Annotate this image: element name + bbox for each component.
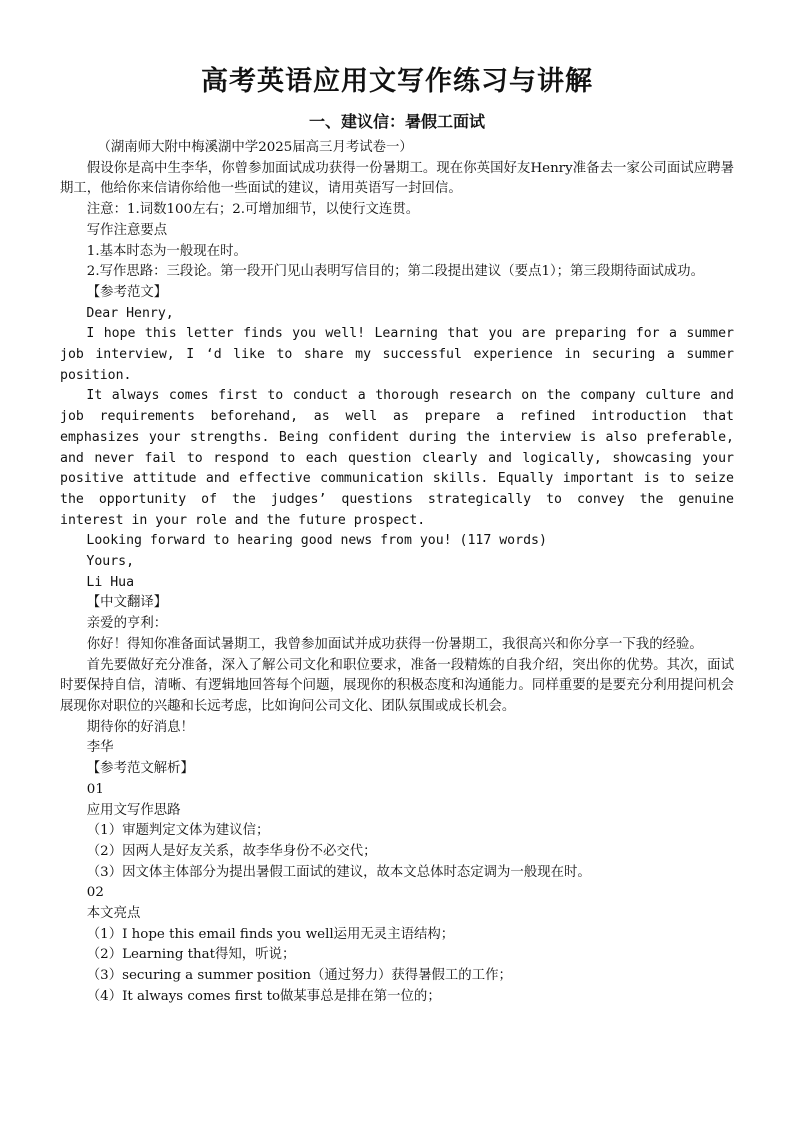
letter-signature: Li Hua: [86, 574, 135, 590]
task-prompt: 假设你是高中生李华，你曾参加面试成功获得一份暑期工。现在你英国好友Henry准备去一家公司面试应聘暑期工，他给你来信请你给他一些面试的建议，请用英语写一封回信。: [60, 160, 734, 197]
translation-heading: 【中文翻译】: [86, 595, 168, 611]
tips-heading: 写作注意要点: [86, 222, 168, 238]
letter-greeting: Dear Henry,: [86, 305, 174, 321]
analysis-subheading: 应用文写作思路: [86, 802, 181, 818]
analysis-heading: 【参考范文解析】: [86, 761, 194, 777]
letter-paragraph: It always comes first to conduct a thorough research on the company culture and job requirements beforehand, as well as prepare a refined introduction that emphasizes your strengths. Being confident during the interview is also preferable, and never fail to respond to each question clearly and logically, showcasing your positive attitude and effective communication skills. Equally important is to seize the opportunity of the judges’ questions strategically to convey the genuine interest in your role and the future prospect.: [60, 388, 734, 528]
highlight-item: （4）It always comes first to做某事总是排在第一位的；: [86, 988, 441, 1004]
letter-paragraph: I hope this letter finds you well! Learning that you are preparing for a summer job interview, I ‘d like to share my successful experience in securing a summer position.: [60, 326, 734, 383]
translation-paragraph: 首先要做好充分准备，深入了解公司文化和职位要求，准备一段精炼的自我介绍，突出你的优势。其次，面试时要保持自信，清晰、有逻辑地回答每个问题，展现你的积极态度和沟通能力。同样重要的是要充分利用提问机会展现你对职位的兴趣和长远考虑，比如询问公司文化、团队氛围或成长机会。: [60, 657, 734, 714]
document-title: 高考英语应用文写作练习与讲解: [201, 66, 593, 97]
translation-signature: 李华: [86, 740, 114, 756]
section-title: 一、建议信：暑假工面试: [308, 112, 485, 131]
translation-greeting: 亲爱的亨利：: [86, 616, 168, 632]
analysis-item: （1）审题判定文体为建议信；: [86, 823, 270, 839]
analysis-number: 02: [86, 885, 104, 901]
letter-paragraph: Looking forward to hearing good news from you! (117 words): [86, 533, 547, 549]
highlights-subheading: 本文亮点: [86, 906, 141, 922]
analysis-item: （2）因两人是好友关系，故李华身份不必交代；: [86, 843, 377, 859]
translation-closing: 期待你的好消息！: [86, 719, 194, 735]
tip-item: 1.基本时态为一般现在时。: [86, 243, 247, 259]
tip-item: 2.写作思路：三段论。第一段开门见山表明写信目的；第二段提出建议（要点1）；第三段期待面试成功。: [86, 264, 704, 280]
exam-source: （湖南师大附中梅溪湖中学2025届高三月考试卷一）: [97, 140, 413, 155]
analysis-number: 01: [86, 781, 104, 797]
analysis-item: （3）因文体主体部分为提出暑假工面试的建议，故本文总体时态定调为一般现在时。: [86, 864, 591, 880]
highlight-item: （3）securing a summer position（通过努力）获得暑假工的工作；: [86, 968, 512, 984]
letter-closing: Yours,: [86, 554, 135, 570]
sample-heading: 【参考范文】: [86, 284, 168, 300]
highlight-item: （2）Learning that得知，听说；: [86, 947, 296, 963]
task-notes: 注意：1.词数100左右；2.可增加细节，以使行文连贯。: [86, 202, 420, 218]
highlight-item: （1）I hope this email finds you well运用无灵主语结构；: [86, 926, 455, 942]
translation-paragraph: 你好！得知你准备面试暑期工，我曾参加面试并成功获得一份暑期工，我很高兴和你分享一下我的经验。: [86, 636, 703, 652]
